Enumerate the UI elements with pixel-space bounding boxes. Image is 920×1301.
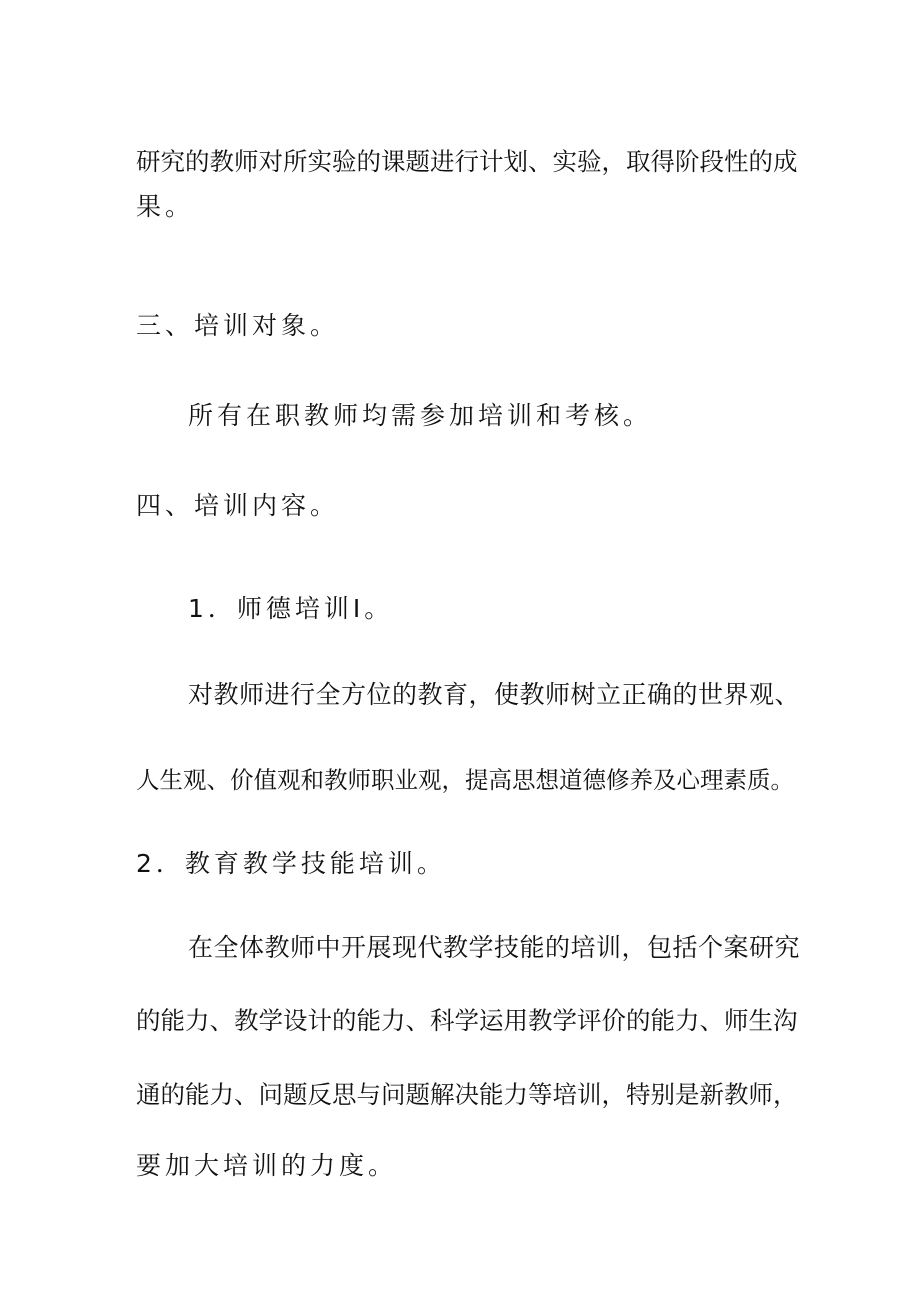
subsection-heading: 2．教育教学技能培训。 bbox=[136, 849, 446, 878]
section-heading: 四、培训内容。 bbox=[136, 491, 340, 520]
paragraph-line: 对教师进行全方位的教育，使教师树立正确的世界观、 bbox=[188, 680, 801, 709]
paragraph-line: 要加大培训的力度。 bbox=[136, 1151, 398, 1180]
paragraph-line: 在全体教师中开展现代教学技能的培训，包括个案研究 bbox=[188, 933, 801, 962]
paragraph-line: 人生观、价值观和教师职业观，提高思想道德修养及心理素质。 bbox=[136, 766, 794, 794]
paragraph-line: 所有在职教师均需参加培训和考核。 bbox=[188, 401, 653, 430]
paragraph-line: 果。 bbox=[136, 192, 195, 221]
section-heading: 三、培训对象。 bbox=[136, 311, 340, 340]
paragraph-line: 通的能力、问题反思与问题解决能力等培训，特别是新教师， bbox=[136, 1080, 798, 1109]
paragraph-line: 的能力、教学设计的能力、科学运用教学评价的能力、师生沟 bbox=[136, 1006, 798, 1035]
paragraph-line: 研究的教师对所实验的课题进行计划、实验，取得阶段性的成 bbox=[136, 147, 798, 176]
subsection-heading: 1．师德培训I。 bbox=[188, 594, 394, 623]
